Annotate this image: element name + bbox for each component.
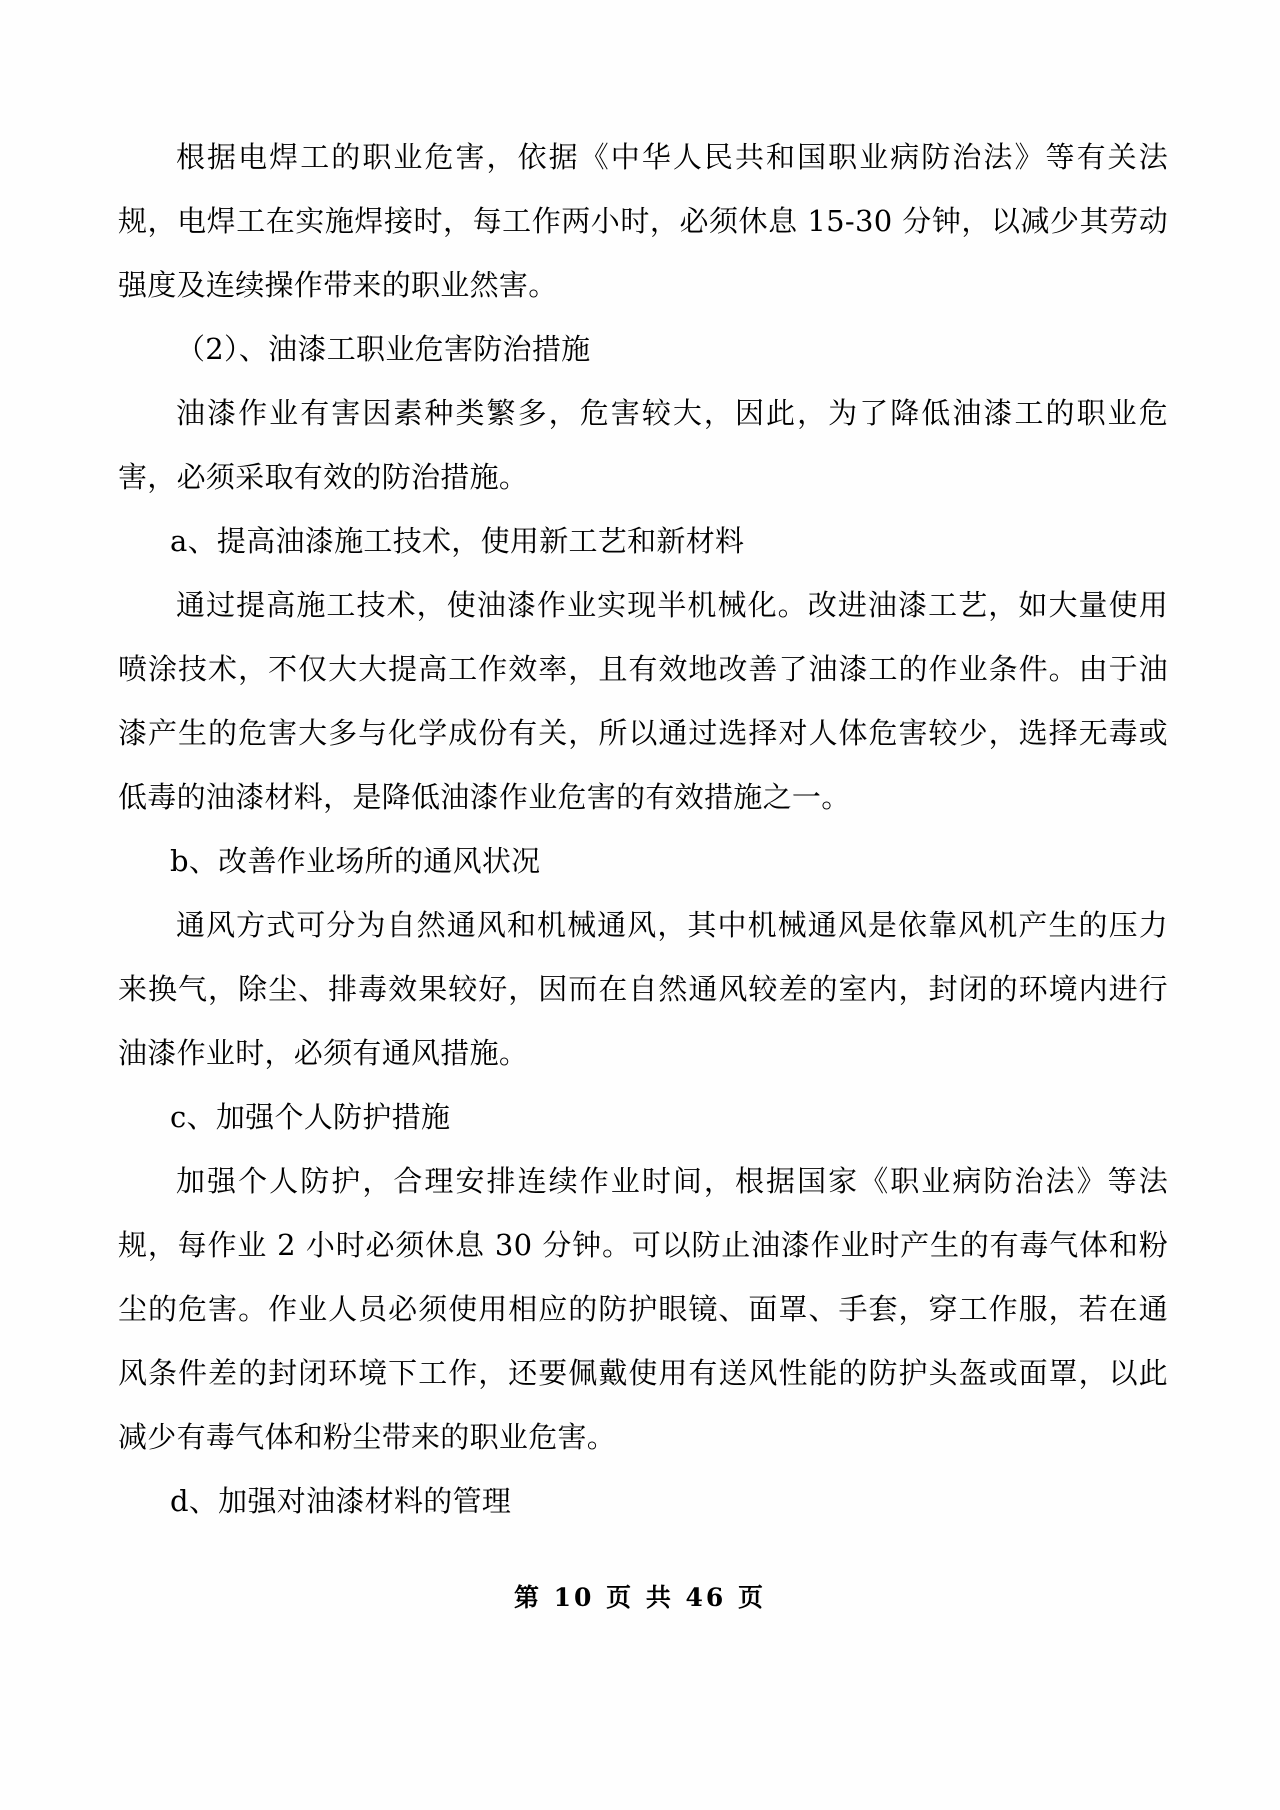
paragraph: 通过提高施工技术，使油漆作业实现半机械化。改进油漆工艺，如大量使用喷涂技术，不仅大大提高工作效率，且有效地改善了油漆工的作业条件。由于油漆产生的危害大多与化学成份有关，所以通过选择对人体危害较少，选择无毒或低毒的油漆材料，是降低油漆作业危害的有效措施之一。 — [118, 588, 1168, 814]
paragraph: 油漆作业有害因素种类繁多，危害较大，因此，为了降低油漆工的职业危害，必须采取有效的防治措施。 — [118, 396, 1168, 494]
paragraph: 加强个人防护，合理安排连续作业时间，根据国家《职业病防治法》等法规，每作业 2 小时必须休息 30 分钟。可以防止油漆作业时产生的有毒气体和粉尘的危害。作业人员必须使用相应的防护眼镜、面罩、手套，穿工作服，若在通风条件差的封闭环境下工作，还要佩戴使用有送风性能的防护头盔或面罩，以此减少有毒气体和粉尘带来的职业危害。 — [118, 1164, 1168, 1454]
paragraph: b、改善作业场所的通风状况 — [170, 844, 541, 878]
paragraph: 通风方式可分为自然通风和机械通风，其中机械通风是依靠风机产生的压力来换气，除尘、排毒效果较好，因而在自然通风较差的室内，封闭的环境内进行油漆作业时，必须有通风措施。 — [118, 908, 1168, 1070]
paragraph: 根据电焊工的职业危害，依据《中华人民共和国职业病防治法》等有关法规，电焊工在实施焊接时，每工作两小时，必须休息 15-30 分钟，以减少其劳动强度及连续操作带来的职业然害。 — [118, 140, 1168, 302]
paragraph: （2）、油漆工职业危害防治措施 — [176, 332, 591, 366]
paragraph: a、提高油漆施工技术，使用新工艺和新材料 — [170, 524, 745, 558]
paragraph: d、加强对油漆材料的管理 — [170, 1484, 512, 1518]
page-content — [118, 125, 1168, 1533]
page-footer: 第 10 页 共 46 页 — [513, 1583, 767, 1612]
paragraph: c、加强个人防护措施 — [170, 1100, 451, 1134]
